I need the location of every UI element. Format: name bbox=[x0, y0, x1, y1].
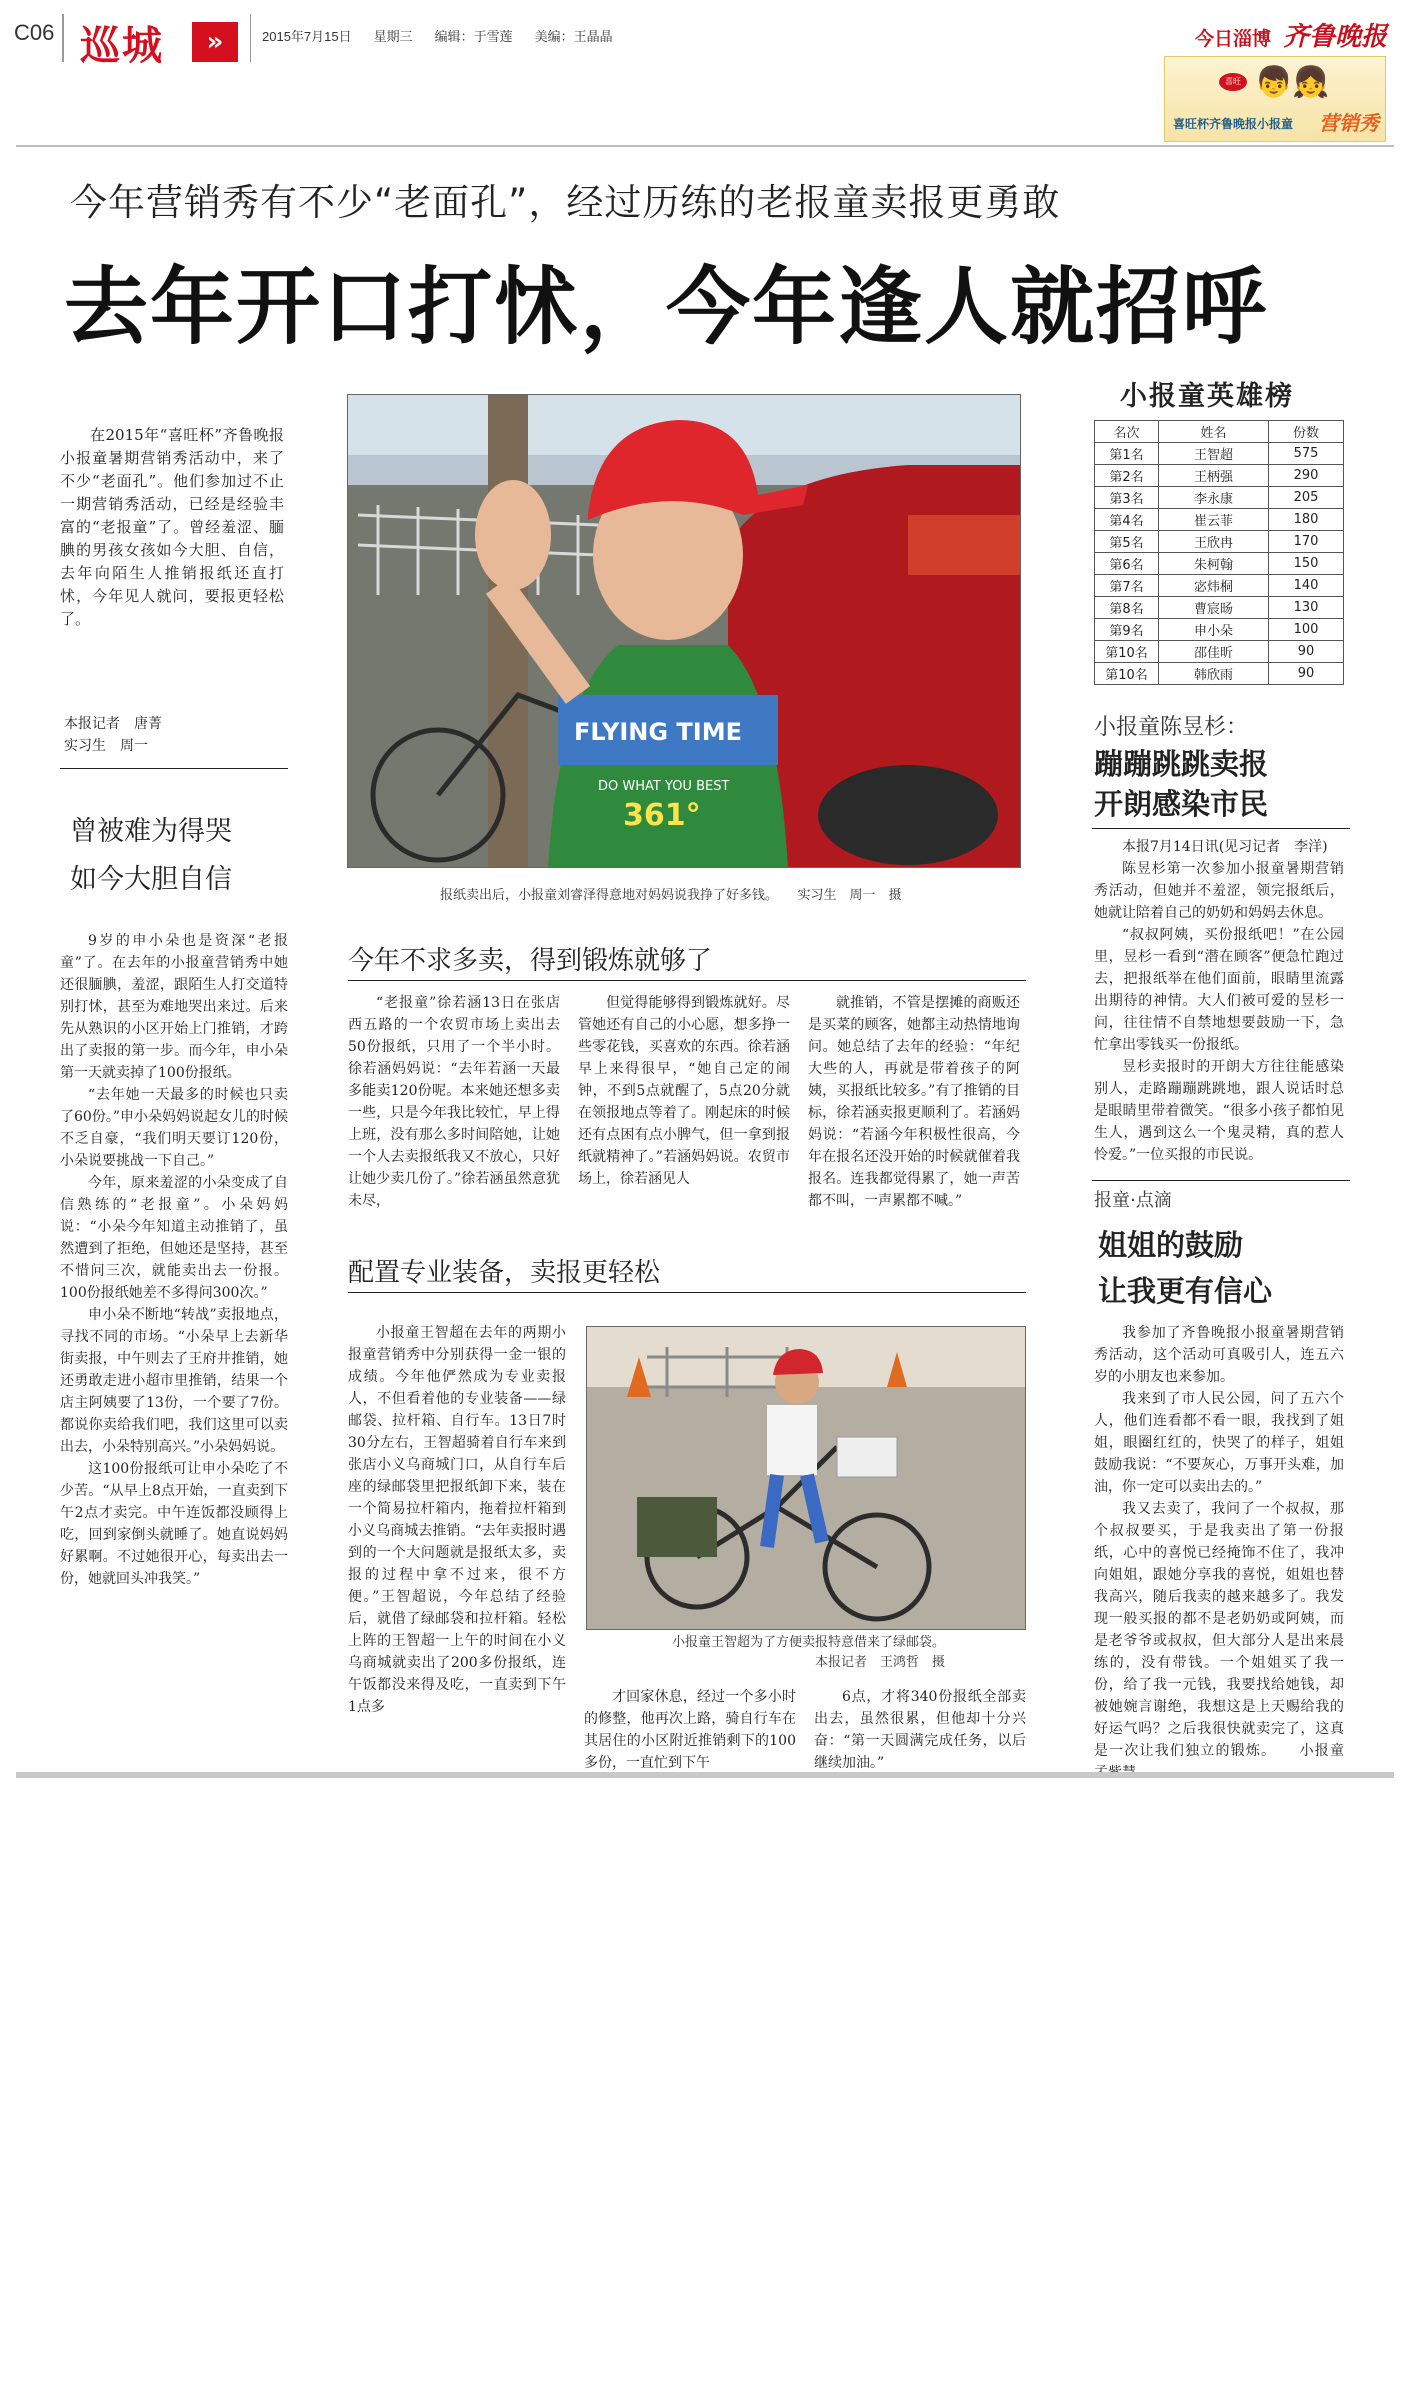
rank-cell: 第1名 bbox=[1095, 443, 1159, 465]
rank-cell: 第10名 bbox=[1095, 641, 1159, 663]
right-story-2-headline: 姐姐的鼓励 让我更有信心 bbox=[1098, 1228, 1273, 1308]
photo-boy-on-bike bbox=[586, 1326, 1026, 1630]
name-cell: 申小朵 bbox=[1159, 619, 1269, 641]
column-header: 名次 bbox=[1095, 421, 1159, 443]
section-rule bbox=[1092, 828, 1350, 829]
subheadline: 今年营销秀有不少“老面孔”，经过历练的老报童卖报更勇敢 bbox=[70, 181, 1061, 224]
name-cell: 曹宸旸 bbox=[1159, 597, 1269, 619]
table-row bbox=[1095, 487, 1344, 509]
count-cell: 90 bbox=[1269, 641, 1344, 663]
table-row bbox=[1095, 465, 1344, 487]
count-cell: 205 bbox=[1269, 487, 1344, 509]
header-divider bbox=[62, 14, 64, 62]
rank-cell: 第4名 bbox=[1095, 509, 1159, 531]
table-header-row bbox=[1095, 421, 1344, 443]
table-row bbox=[1095, 509, 1344, 531]
left-story-headline: 曾被难为得哭 如今大胆自信 bbox=[70, 816, 232, 895]
name-cell: 朱柯翰 bbox=[1159, 553, 1269, 575]
rank-cell: 第3名 bbox=[1095, 487, 1159, 509]
count-cell: 100 bbox=[1269, 619, 1344, 641]
name-cell: 王智超 bbox=[1159, 443, 1269, 465]
byline: 本报记者 唐菁 实习生 周一 bbox=[64, 715, 162, 753]
column-rule bbox=[60, 768, 288, 769]
rank-cell: 第5名 bbox=[1095, 531, 1159, 553]
issue-weekday: 星期三 bbox=[373, 29, 413, 44]
column-label: 报童·点滴 bbox=[1094, 1190, 1172, 1211]
section-rule bbox=[348, 980, 1026, 981]
rank-cell: 第6名 bbox=[1095, 553, 1159, 575]
center-story-2-body bbox=[348, 1686, 1026, 1774]
text-column: 6点，才将340份报纸全部卖出去，虽然很累，但他却十分兴奋：“第一天圆满完成任务，以后继续加油。” bbox=[814, 1689, 1026, 1771]
name-cell: 王欣冉 bbox=[1159, 531, 1269, 553]
text-column: 才回家休息，经过一个多小时的修整，他再次上路，骑自行车在其居住的小区附近推销剩下的100多份，一直忙到下午 bbox=[584, 1689, 796, 1771]
ranking-table bbox=[1094, 420, 1344, 685]
photo-caption: 报纸卖出后，小报童刘睿泽得意地对妈妈说我挣了好多钱。 实习生 周一 摄 bbox=[440, 887, 902, 902]
main-headline: 去年开口打怵，今年逢人就招呼 bbox=[64, 258, 1269, 356]
page-number: C06 bbox=[14, 20, 55, 45]
intro-paragraph: 在2015年“喜旺杯”齐鲁晚报小报童暑期营销秀活动中，来了不少“老面孔”。他们参加过不止一期营销秀活动，已经是经验丰富的“老报童”了。曾经羞涩、腼腆的男孩女孩如今大胆、自信，去年向陌生人推销报纸还直打怵，今年见人就问，要报更轻松了。 bbox=[60, 426, 284, 628]
shirt-slogan: DO WHAT YOU BEST bbox=[598, 779, 730, 794]
masthead-logo: 齐鲁晚报 bbox=[1282, 22, 1387, 52]
promo-banner bbox=[1164, 56, 1386, 142]
right-story-1-kicker: 小报童陈昱杉： bbox=[1094, 715, 1249, 740]
left-story-body: 9岁的申小朵也是资深“老报童”了。在去年的小报童营销秀中她还很腼腆，羞涩，跟陌生人打交道特别打怵，甚至为难地哭出来过。后来先从熟识的小区开始上门推销，才跨出了卖报的第一步。而今年，申小朵第一天就卖掉了100份报纸。 “去年她一天最多的时候也只卖了60份。”申小朵妈妈说起女儿的时候不乏自豪，“我们明天要订120份，小朵说要挑战一下自己。” 今年，原来羞涩的小朵变成了自信熟练的“老报童”。小朵妈妈说：“小朵今年知道主动推销了，虽然遭到了拒绝，但她还是坚持，甚至不惜问三次，就能卖出去一份报。100份报纸她差不多得问300次。” 申小朵不断地“转战”卖报地点，寻找不同的市场。“小朵早上去新华街卖报，中午则去了王府井推销，她还勇敢走进小超市里推销，结果一个店主阿姨要了13份，一个要了7份。都说你卖给我们吧，我们这里可以卖出去，小朵特别高兴。”小朵妈妈说。 这100份报纸可让申小朵吃了不少苦。“从早上8点开始，一直卖到下午2点才卖完。中午连饭都没顾得上吃，回到家倒头就睡了。她直说妈妈好累啊。不过她很开心，每卖出去一份，她就回头冲我笑。” bbox=[60, 933, 288, 1587]
table-row bbox=[1095, 575, 1344, 597]
header-divider bbox=[250, 14, 251, 62]
name-cell: 崔云菲 bbox=[1159, 509, 1269, 531]
table-row bbox=[1095, 553, 1344, 575]
count-cell: 290 bbox=[1269, 465, 1344, 487]
center-story-1-body bbox=[348, 992, 1020, 1212]
right-story-2-body: 我参加了齐鲁晚报小报童暑期营销秀活动，这个活动可真吸引人，连五六岁的小朋友也来参加。 我来到了市人民公园，问了五六个人，他们连看都不看一眼，我找到了姐姐，眼圈红红的，快哭了的样子，姐姐鼓励我说：“不要灰心，万事开头难，加油，你一定可以卖出去的。” 我又去卖了，我问了一个叔叔，那个叔叔要买，于是我卖出了第一份报纸，心中的喜悦已经掩饰不住了，我冲向姐姐，跟她分享我的喜悦，姐姐也替我高兴，随后我卖的越来越多了。我发现一般买报的都不是老奶奶或阿姨，而是老爷爷或叔叔，但大部分人是出来晨练的，没有带钱。一个姐姐买了我一份，给了我一元钱，我要找给她钱，却被她婉言谢绝，我想这是上天赐给我的好运气吗？之后我很快就卖完了，这真是一次让我们独立的锻炼。 小报童 bbox=[1094, 1325, 1344, 1759]
rank-cell: 第9名 bbox=[1095, 619, 1159, 641]
shirt-number: 361° bbox=[623, 798, 701, 833]
table-row bbox=[1095, 597, 1344, 619]
shirt-text: FLYING TIME bbox=[574, 718, 742, 746]
photo-caption: 小报童王智超为了方便卖报特意借来了绿邮袋。 本报记者 王鸿哲 摄 bbox=[672, 1634, 946, 1669]
section-rule bbox=[1092, 1180, 1350, 1181]
photo-boy-waving-illustration bbox=[348, 395, 1021, 868]
header-rule bbox=[16, 145, 1394, 147]
table-row bbox=[1095, 663, 1344, 685]
center-story-2-headline: 配置专业装备，卖报更轻松 bbox=[348, 1258, 661, 1288]
ranking-title: 小报童英雄榜 bbox=[1120, 381, 1294, 412]
table-row bbox=[1095, 531, 1344, 553]
name-cell: 韩欣雨 bbox=[1159, 663, 1269, 685]
text-column: 就推销，不管是摆摊的商贩还是买菜的顾客，她都主动热情地询问。她总结了去年的经验：“年纪大些的人，再就是带着孩子的阿姨，买报纸比较多。”有了推销的目标，徐若涵卖报更顺利了。若涵妈妈说：“若涵今年积极性很高，今年在报名还没开始的时候就催着我报名。连我都觉得累了，她一声苦都不叫，一声累都不喊。” bbox=[808, 995, 1020, 1209]
photo-boy-on-bike-illustration bbox=[587, 1327, 1026, 1630]
editor-credit: 编辑：于雪莲 bbox=[434, 29, 513, 44]
text-column: “老报童”徐若涵13日在张店西五路的一个农贸市场上卖出去50份报纸，只用了一个半小时。徐若涵妈妈说：“去年若涵一天最多能卖120份呢。本来她还想多卖一些，只是今年我比较忙，早上得上班，没有那么多时间陪她，让她一个人去卖报纸我又不放心，只好让她少卖几份了。”徐若涵虽然意犹未尽， bbox=[348, 995, 560, 1209]
count-cell: 90 bbox=[1269, 663, 1344, 685]
count-cell: 575 bbox=[1269, 443, 1344, 465]
section-arrow-icon: » bbox=[192, 22, 238, 62]
table-row bbox=[1095, 619, 1344, 641]
name-cell: 宓炜桐 bbox=[1159, 575, 1269, 597]
rank-cell: 第10名 bbox=[1095, 663, 1159, 685]
count-cell: 140 bbox=[1269, 575, 1344, 597]
column-header: 份数 bbox=[1269, 421, 1344, 443]
count-cell: 130 bbox=[1269, 597, 1344, 619]
count-cell: 180 bbox=[1269, 509, 1344, 531]
table-row bbox=[1095, 443, 1344, 465]
right-story-1-body: 本报7月14日讯(见习记者 李洋) 陈昱杉第一次参加小报童暑期营销秀活动，但她并不羞涩，领完报纸后，她就让陪着自己的奶奶和妈妈去休息。 “叔叔阿姨，买份报纸吧！”在公园里，昱杉一看到“潜在顾客”便急忙跑过去，把报纸举在他们面前，眼睛里流露出期待的神情。大人们被可爱的昱杉一问，往往情不自禁地想要鼓励一下，急忙拿出零钱买一份报纸。 昱杉卖报时的开朗大方往往能感染别人，走路蹦蹦跳跳地，跟人说话时总是眼睛里带着微笑。“很多小孩子都怕见生人，遇到这么一个鬼灵精，真的惹人怜爱。”一位买报的市民说。 bbox=[1094, 839, 1344, 1163]
name-cell: 王柄强 bbox=[1159, 465, 1269, 487]
issue-date: 2015年7月15日 bbox=[262, 29, 352, 44]
name-cell: 邵佳昕 bbox=[1159, 641, 1269, 663]
promo-title: 喜旺杯齐鲁晚报小报童 bbox=[1173, 117, 1294, 131]
masthead bbox=[1195, 16, 1387, 53]
designer-credit: 美编：王晶晶 bbox=[534, 29, 613, 44]
rank-cell: 第7名 bbox=[1095, 575, 1159, 597]
column-header: 姓名 bbox=[1159, 421, 1269, 443]
table-row bbox=[1095, 641, 1344, 663]
sponsor-logo: 喜旺 bbox=[1219, 73, 1247, 91]
issue-meta bbox=[262, 26, 613, 45]
promo-badge: 营销秀 bbox=[1319, 111, 1379, 135]
center-story-1-headline: 今年不求多卖，得到锻炼就够了 bbox=[348, 946, 713, 976]
center-story-2-lead-column: 小报童王智超在去年的两期小报童营销秀中分别获得一金一银的成绩。今年他俨然成为专业卖报人，不但看着他的专业装备——绿邮袋、拉杆箱、自行车。13日7时30分左右，王智超骑着自行车来到张店小义乌商城门口，从自行车后座的绿邮袋里把报纸卸下来，装在一个简易拉杆箱内，拖着拉杆箱到小义乌商城去推销。“去年卖报时遇到的一个大问题就是报纸太多，卖报的过程中拿不过来，很不方便。”王智超说，今年总结了经验后，就借了绿邮袋和拉杆箱。轻松上阵的王智超一上午的时间在小义乌商城就卖出了200多份报纸，连午饭都没来得及吃，一直卖到下午1点多 bbox=[348, 1325, 566, 1715]
section-rule bbox=[348, 1292, 1026, 1293]
count-cell: 150 bbox=[1269, 553, 1344, 575]
section-name: 巡城 bbox=[80, 23, 164, 69]
name-cell: 李永康 bbox=[1159, 487, 1269, 509]
right-story-1-headline: 蹦蹦跳跳卖报 开朗感染市民 bbox=[1094, 747, 1269, 821]
text-column: 但觉得能够得到锻炼就好。尽管她还有自己的小心愿，想多挣一些零花钱，买喜欢的东西。徐若涵早上来得很早，“她自己定的闹钟，不到5点就醒了，5点20分就在领报地点等着了。刚起床的时候还有点困有点小脾气，但一拿到报纸就精神了。”若涵妈妈说。农贸市场上，徐若涵见人 bbox=[578, 995, 790, 1187]
photo-boy-waving bbox=[347, 394, 1021, 868]
masthead-edition: 今日淄博 bbox=[1194, 28, 1271, 50]
rank-cell: 第2名 bbox=[1095, 465, 1159, 487]
footer-rule bbox=[16, 1772, 1394, 1778]
count-cell: 170 bbox=[1269, 531, 1344, 553]
rank-cell: 第8名 bbox=[1095, 597, 1159, 619]
kids-illustration-icon: 👦👧 bbox=[1255, 65, 1330, 100]
